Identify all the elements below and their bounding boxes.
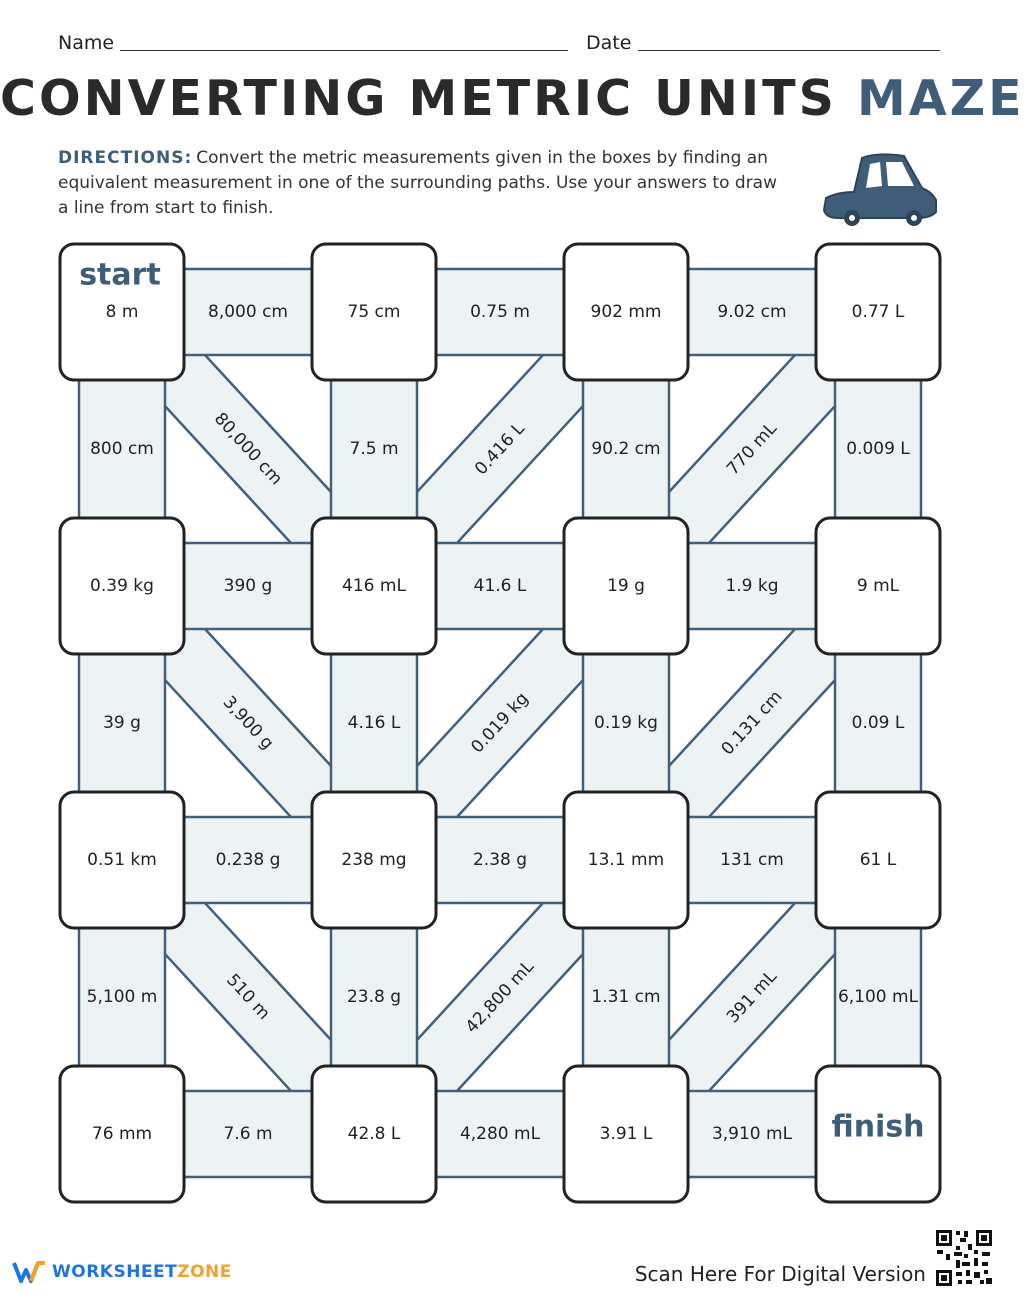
maze-box[interactable] xyxy=(816,244,940,380)
horizontal-path-label: 1.9 kg xyxy=(725,576,779,596)
maze-box-label: 76 mm xyxy=(91,1124,153,1144)
maze-box-label: 9 mL xyxy=(856,576,900,596)
horizontal-path[interactable] xyxy=(414,269,586,355)
diagonal-path-label: 0.131 cm xyxy=(717,686,787,760)
maze-box[interactable] xyxy=(816,792,940,928)
maze-box[interactable] xyxy=(60,792,184,928)
vertical-path-label: 4.16 L xyxy=(347,713,401,733)
maze-box[interactable] xyxy=(564,1066,688,1202)
diagonal-path-label: 80,000 cm xyxy=(209,408,287,490)
diagonal-path-label: 3,900 g xyxy=(218,692,278,754)
maze-box-label: 0.77 L xyxy=(851,302,905,322)
directions-text: Convert the metric measurements given in the boxes by finding an equivalent measurement in one of the surrounding paths. Use your answers to draw a line from start to finish. xyxy=(58,148,777,218)
horizontal-path[interactable] xyxy=(162,1091,334,1177)
maze-box[interactable] xyxy=(816,518,940,654)
maze-box-label: 902 mm xyxy=(590,302,662,322)
horizontal-path[interactable] xyxy=(162,269,334,355)
maze-box[interactable] xyxy=(60,1066,184,1202)
diagonal-path-label: 0.416 L xyxy=(471,418,529,480)
maze-box[interactable] xyxy=(312,244,436,380)
vertical-path-label: 7.5 m xyxy=(349,439,399,459)
diagonal-path-label: 391 mL xyxy=(723,966,781,1028)
date-label: Date xyxy=(586,32,632,54)
maze-box[interactable] xyxy=(564,792,688,928)
brand-w-icon xyxy=(12,1260,48,1284)
vertical-path-label: 0.009 L xyxy=(846,439,910,459)
horizontal-path[interactable] xyxy=(666,1091,838,1177)
vertical-path-label: 5,100 m xyxy=(86,987,158,1007)
maze-box[interactable] xyxy=(312,1066,436,1202)
diagonal-path-label: 42,800 mL xyxy=(461,956,539,1038)
vertical-path-label: 1.31 cm xyxy=(591,987,661,1007)
title-accent: MAZE xyxy=(856,70,1025,127)
maze-box[interactable] xyxy=(564,518,688,654)
diagonal-path-label: 0.019 kg xyxy=(467,688,533,758)
horizontal-path-label: 3,910 mL xyxy=(711,1124,793,1144)
maze-box-label: 0.39 kg xyxy=(90,576,154,596)
qr-code-icon[interactable] xyxy=(934,1228,994,1288)
vertical-path-label: 6,100 mL xyxy=(837,987,919,1007)
vertical-path-label: 800 cm xyxy=(90,439,154,459)
maze-box-label: 3.91 L xyxy=(599,1124,653,1144)
vertical-path-label: 39 g xyxy=(103,713,141,733)
horizontal-path-label: 2.38 g xyxy=(472,850,528,870)
horizontal-path[interactable] xyxy=(414,543,586,629)
name-label: Name xyxy=(58,32,115,54)
maze-box[interactable] xyxy=(312,518,436,654)
horizontal-path[interactable] xyxy=(666,269,838,355)
horizontal-path[interactable] xyxy=(414,1091,586,1177)
horizontal-path[interactable] xyxy=(666,543,838,629)
brand-main: WORKSHEET xyxy=(52,1262,178,1282)
horizontal-path[interactable] xyxy=(414,817,586,903)
brand-logo xyxy=(12,1260,232,1284)
maze-box[interactable] xyxy=(312,792,436,928)
finish-label: finish xyxy=(831,1109,925,1145)
vertical-path-label: 0.09 L xyxy=(851,713,905,733)
scan-text: Scan Here For Digital Version xyxy=(634,1262,926,1286)
brand-accent: ZONE xyxy=(177,1262,232,1282)
horizontal-path-label: 8,000 cm xyxy=(208,302,288,322)
maze-box-label: 19 g xyxy=(607,576,645,596)
vertical-path-label: 0.19 kg xyxy=(594,713,658,733)
finish-box[interactable] xyxy=(816,1066,940,1202)
maze-box-label: 75 cm xyxy=(347,302,401,322)
horizontal-path-label: 390 g xyxy=(223,576,273,596)
maze-box[interactable] xyxy=(60,518,184,654)
maze-box-label: 8 m xyxy=(105,302,139,322)
vertical-path-label: 90.2 cm xyxy=(591,439,661,459)
horizontal-path-label: 9.02 cm xyxy=(717,302,787,322)
diagonal-path-label: 770 mL xyxy=(723,418,781,480)
maze-box-label: 13.1 mm xyxy=(587,850,665,870)
maze-box-label: 42.8 L xyxy=(347,1124,401,1144)
maze-box-label: 238 mg xyxy=(341,850,407,870)
maze-box-label: 416 mL xyxy=(342,576,406,596)
horizontal-path-label: 4,280 mL xyxy=(459,1124,541,1144)
horizontal-path-label: 41.6 L xyxy=(473,576,527,596)
maze-box-label: 61 L xyxy=(859,850,897,870)
horizontal-path-label: 7.6 m xyxy=(223,1124,273,1144)
start-box[interactable] xyxy=(60,244,184,380)
maze-box-label: 0.51 km xyxy=(87,850,157,870)
start-label: start xyxy=(79,257,161,293)
horizontal-path-label: 0.75 m xyxy=(470,302,530,322)
horizontal-path[interactable] xyxy=(162,543,334,629)
horizontal-path[interactable] xyxy=(666,817,838,903)
horizontal-path[interactable] xyxy=(162,817,334,903)
diagonal-path-label: 510 m xyxy=(222,970,274,1024)
vertical-path-label: 23.8 g xyxy=(346,987,402,1007)
directions-label: DIRECTIONS: xyxy=(58,148,193,168)
maze-paths xyxy=(79,269,921,1177)
horizontal-path-label: 0.238 g xyxy=(215,850,281,870)
horizontal-path-label: 131 cm xyxy=(720,850,784,870)
maze-box[interactable] xyxy=(564,244,688,380)
title-main: CONVERTING METRIC UNITS xyxy=(0,70,837,127)
